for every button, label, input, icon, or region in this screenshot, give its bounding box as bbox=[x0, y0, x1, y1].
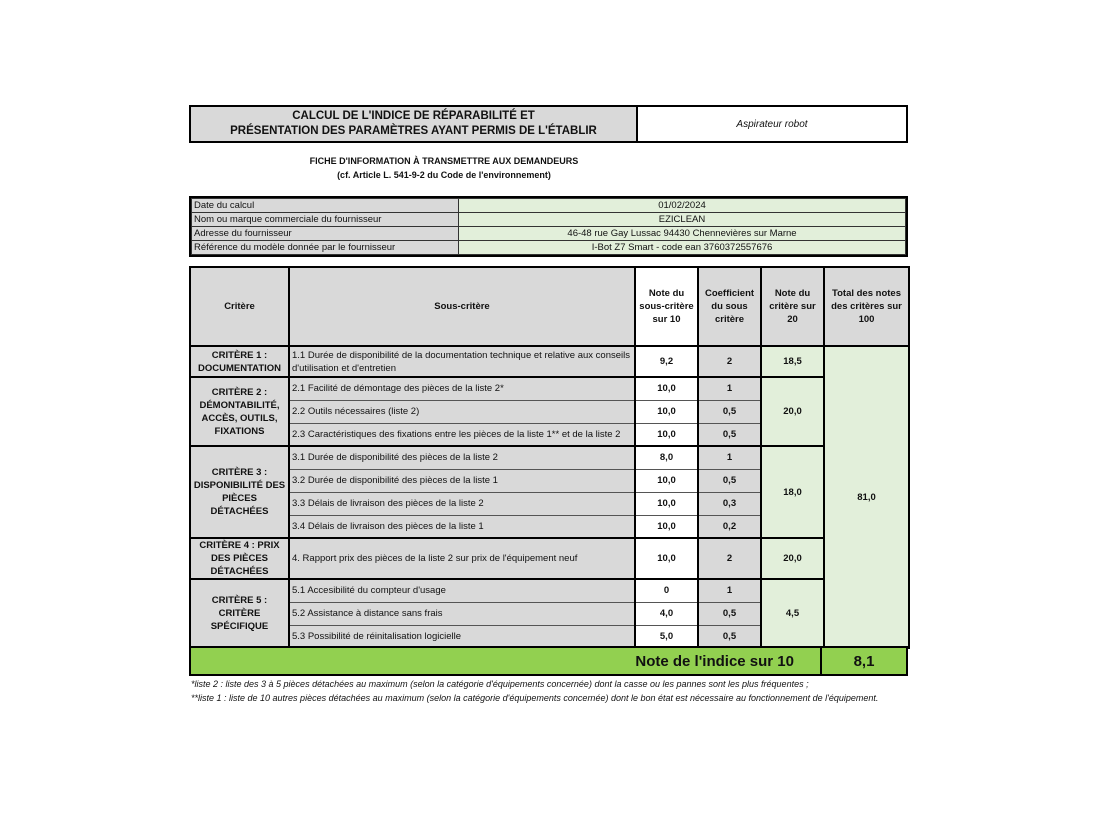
criterion-note: 20,0 bbox=[761, 377, 824, 446]
info-value: 46-48 rue Gay Lussac 94430 Chennevières sur Marne bbox=[459, 227, 906, 241]
info-value: EZICLEAN bbox=[459, 213, 906, 227]
criterion-name: CRITÈRE 1 : DOCUMENTATION bbox=[190, 346, 289, 377]
sub-criterion-note: 4,0 bbox=[635, 602, 698, 625]
sub-criterion-coef: 0,5 bbox=[698, 400, 761, 423]
final-score-bar bbox=[189, 646, 908, 676]
table-row bbox=[190, 538, 909, 579]
sub-criterion-label: 3.2 Durée de disponibilité des pièces de la liste 1 bbox=[289, 469, 635, 492]
sub-criterion-note: 0 bbox=[635, 579, 698, 602]
criterion-note: 4,5 bbox=[761, 579, 824, 648]
header-title-line2: PRÉSENTATION DES PARAMÈTRES AYANT PERMIS DE L'ÉTABLIR bbox=[230, 125, 597, 137]
table-row bbox=[190, 446, 909, 469]
info-value: 01/02/2024 bbox=[459, 199, 906, 213]
sub-criterion-coef: 0,3 bbox=[698, 492, 761, 515]
sub-criterion-coef: 0,2 bbox=[698, 515, 761, 538]
col-header-sous-critere: Sous-critère bbox=[289, 267, 635, 346]
footnote-liste-1: **liste 1 : liste de 10 autres pièces détachées au maximum (selon la catégorie d'équipements concernée) dont le bon état est nécessaire au fonctionnement de l'équipement. bbox=[191, 693, 879, 703]
criterion-name: CRITÈRE 4 : PRIX DES PIÈCES DÉTACHÉES bbox=[190, 538, 289, 579]
criterion-name: CRITÈRE 2 : DÉMONTABILITÉ, ACCÈS, OUTILS, FIXATIONS bbox=[190, 377, 289, 446]
sub-criterion-note: 10,0 bbox=[635, 515, 698, 538]
criterion-name: CRITÈRE 3 : DISPONIBILITÉ DES PIÈCES DÉTACHÉES bbox=[190, 446, 289, 538]
final-score-label: Note de l'indice sur 10 bbox=[635, 652, 794, 670]
sub-criterion-note: 9,2 bbox=[635, 346, 698, 377]
sub-criterion-coef: 0,5 bbox=[698, 423, 761, 446]
sub-criterion-coef: 0,5 bbox=[698, 469, 761, 492]
product-type: Aspirateur robot bbox=[736, 118, 808, 130]
table-header-row bbox=[190, 267, 909, 346]
criterion-note: 18,0 bbox=[761, 446, 824, 538]
sub-criterion-note: 10,0 bbox=[635, 538, 698, 579]
sub-criterion-label: 2.3 Caractéristiques des fixations entre les pièces de la liste 1** et de la liste 2 bbox=[289, 423, 635, 446]
footnotes bbox=[191, 677, 891, 705]
col-header-note-sous: Note du sous-critère sur 10 bbox=[635, 267, 698, 346]
criterion-note: 20,0 bbox=[761, 538, 824, 579]
col-header-note-critere: Note du critère sur 20 bbox=[761, 267, 824, 346]
sub-criterion-coef: 1 bbox=[698, 579, 761, 602]
sub-criterion-note: 10,0 bbox=[635, 400, 698, 423]
info-label: Référence du modèle donnée par le fournisseur bbox=[192, 241, 459, 255]
header-title bbox=[191, 107, 638, 141]
info-row-address bbox=[192, 227, 906, 241]
info-row-brand bbox=[192, 213, 906, 227]
final-score-value: 8,1 bbox=[820, 648, 906, 674]
sub-criterion-label: 3.1 Durée de disponibilité des pièces de la liste 2 bbox=[289, 446, 635, 469]
sub-criterion-label: 3.4 Délais de livraison des pièces de la liste 1 bbox=[289, 515, 635, 538]
sub-criterion-coef: 1 bbox=[698, 446, 761, 469]
table-row bbox=[190, 346, 909, 377]
sub-criterion-label: 5.1 Accesibilité du compteur d'usage bbox=[289, 579, 635, 602]
sub-criterion-label: 3.3 Délais de livraison des pièces de la liste 2 bbox=[289, 492, 635, 515]
supplier-info-table bbox=[189, 196, 908, 257]
document-header bbox=[189, 105, 908, 143]
sub-criterion-note: 8,0 bbox=[635, 446, 698, 469]
table-row bbox=[190, 377, 909, 400]
sub-criterion-label: 2.2 Outils nécessaires (liste 2) bbox=[289, 400, 635, 423]
info-label: Date du calcul bbox=[192, 199, 459, 213]
document-subtitle bbox=[190, 154, 698, 182]
sub-criterion-label: 5.3 Possibilité de réinitalisation logicielle bbox=[289, 625, 635, 648]
info-row-date bbox=[192, 199, 906, 213]
subtitle-line2: (cf. Article L. 541-9-2 du Code de l'environnement) bbox=[337, 170, 551, 180]
sub-criterion-note: 10,0 bbox=[635, 423, 698, 446]
sub-criterion-coef: 1 bbox=[698, 377, 761, 400]
sub-criterion-coef: 2 bbox=[698, 346, 761, 377]
sub-criterion-note: 5,0 bbox=[635, 625, 698, 648]
info-label: Nom ou marque commerciale du fournisseur bbox=[192, 213, 459, 227]
info-row-reference bbox=[192, 241, 906, 255]
footnote-liste-2: *liste 2 : liste des 3 à 5 pièces détachées au maximum (selon la catégorie d'équipements concernée) dont la casse ou les pannes sont les plus fréquentes ; bbox=[191, 679, 809, 689]
sub-criterion-coef: 0,5 bbox=[698, 625, 761, 648]
col-header-total: Total des notes des critères sur 100 bbox=[824, 267, 909, 346]
total-score: 81,0 bbox=[824, 346, 909, 648]
sub-criterion-label: 1.1 Durée de disponibilité de la documentation technique et relative aux conseils d'utilisation et d'entretien bbox=[289, 346, 635, 377]
sub-criterion-coef: 0,5 bbox=[698, 602, 761, 625]
info-value: I-Bot Z7 Smart - code ean 3760372557676 bbox=[459, 241, 906, 255]
subtitle-line1: FICHE D'INFORMATION À TRANSMETTRE AUX DEMANDEURS bbox=[309, 156, 579, 166]
sub-criterion-coef: 2 bbox=[698, 538, 761, 579]
header-title-line1: CALCUL DE L'INDICE DE RÉPARABILITÉ ET bbox=[292, 110, 535, 122]
criterion-note: 18,5 bbox=[761, 346, 824, 377]
col-header-coef: Coefficient du sous critère bbox=[698, 267, 761, 346]
sub-criterion-label: 4. Rapport prix des pièces de la liste 2 sur prix de l'équipement neuf bbox=[289, 538, 635, 579]
criterion-name: CRITÈRE 5 : CRITÈRE SPÉCIFIQUE bbox=[190, 579, 289, 648]
col-header-critere: Critère bbox=[190, 267, 289, 346]
sub-criterion-label: 2.1 Facilité de démontage des pièces de la liste 2* bbox=[289, 377, 635, 400]
table-row bbox=[190, 579, 909, 602]
scoring-table bbox=[189, 266, 910, 649]
sub-criterion-note: 10,0 bbox=[635, 377, 698, 400]
sub-criterion-note: 10,0 bbox=[635, 492, 698, 515]
sub-criterion-label: 5.2 Assistance à distance sans frais bbox=[289, 602, 635, 625]
info-label: Adresse du fournisseur bbox=[192, 227, 459, 241]
sub-criterion-note: 10,0 bbox=[635, 469, 698, 492]
